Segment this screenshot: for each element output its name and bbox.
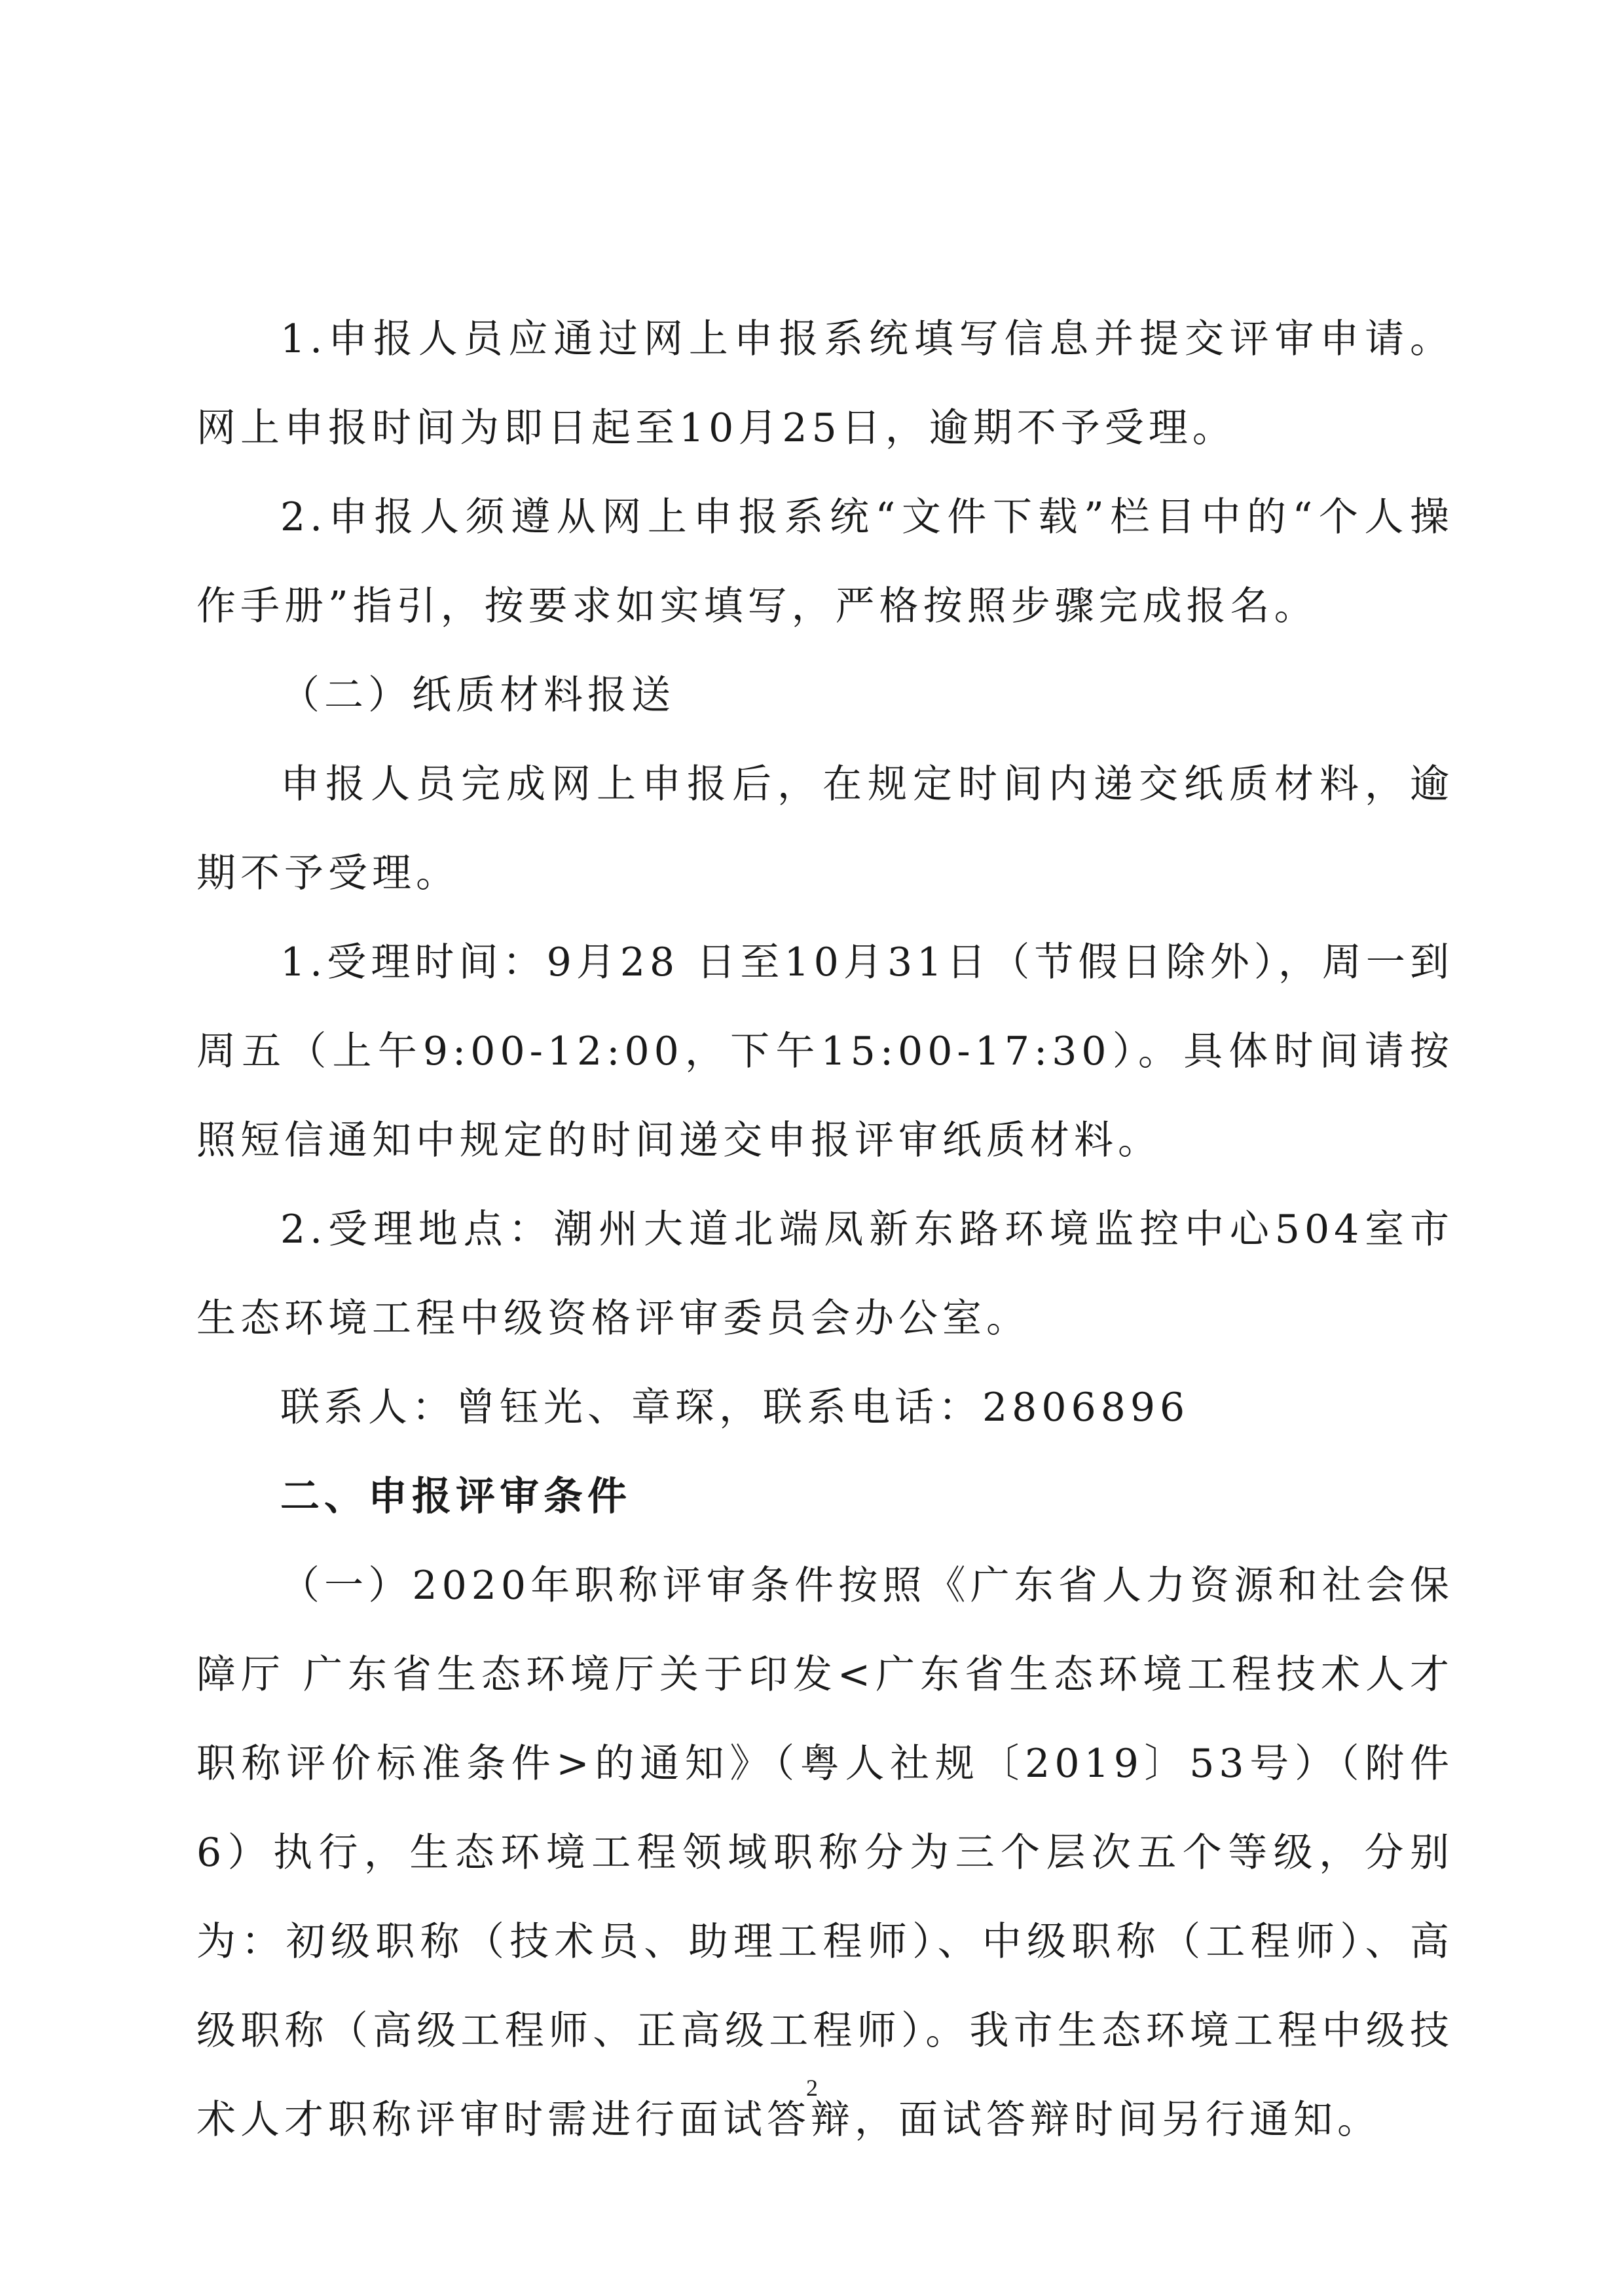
paragraph-contact: 联系人：曾钰光、章琛，联系电话：2806896 xyxy=(280,1385,1190,1430)
paragraph-acceptance-location: 2.受理地点：潮州大道北端凤新东路环境监控中心504室市生态环境工程中级资格评审委员会办公室。 xyxy=(196,1207,1454,1341)
section-heading-paper-materials: （二）纸质材料报送 xyxy=(280,672,675,718)
paragraph-operation-manual: 2.申报人须遵从网上申报系统“文件下载”栏目中的“个人操作手册”指引，按要求如实填写，严格按照步骤完成报名。 xyxy=(196,494,1454,629)
section-heading-review-conditions: 二、申报评审条件 xyxy=(280,1474,631,1520)
paragraph-paper-submission: 申报人员完成网上申报后，在规定时间内递交纸质材料，逾期不予受理。 xyxy=(196,761,1454,896)
paragraph-acceptance-time: 1.受理时间：9月28 日至10月31日（节假日除外），周一到周五（上午9:00-12:00，下午15:00-17:30）。具体时间请按照短信通知中规定的时间递交申报评审纸质材料。 xyxy=(196,939,1454,1163)
page-number: 2 xyxy=(806,2075,818,2101)
paragraph-online-application: 1.申报人员应通过网上申报系统填写信息并提交评审申请。网上申报时间为即日起至10月25日，逾期不予受理。 xyxy=(196,316,1454,451)
paragraph-evaluation-criteria: （一）2020年职称评审条件按照《广东省人力资源和社会保障厅 广东省生态环境厅关于印发<广东省生态环境工程技术人才职称评价标准条件>的通知》（粤人社规〔2019〕53号）（附件6）执行，生态环境工程领域职称分为三个层次五个等级，分别为：初级职称（技术员、助理工程师）、中级职称（工程师）、高级职称（高级工程师、正高级工程师）。我市生态环境工程中级技术人才职称评审时需进行面试答辩，面试答辩时间另行通知。 xyxy=(196,1563,1454,2143)
